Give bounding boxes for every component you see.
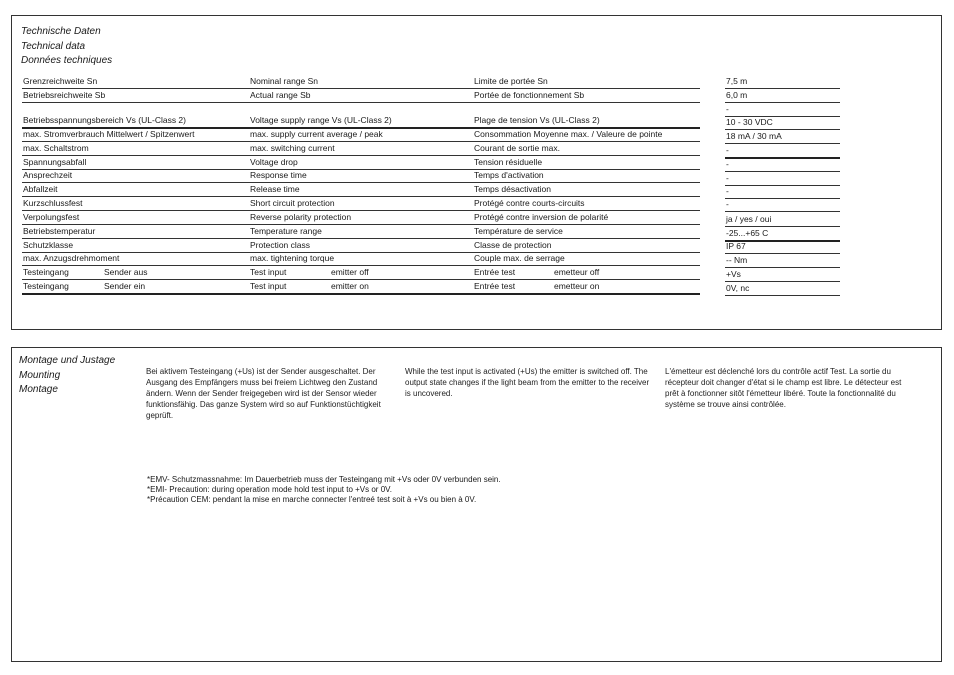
table-row: [22, 88, 702, 102]
value-cell: -: [726, 173, 729, 183]
cell-en-state: emitter on: [331, 281, 369, 291]
value-divider: [725, 129, 840, 130]
value-divider: [725, 171, 840, 172]
value-divider: [725, 185, 840, 186]
cell-en: Short circuit protection: [250, 198, 335, 208]
cell-en: Nominal range Sn: [250, 76, 319, 86]
cell-fr: Tension résiduelle: [474, 157, 543, 167]
value-cell: ja / yes / oui: [726, 214, 772, 224]
cell-fr: Entrée test: [474, 267, 516, 277]
cell-en: max. switching current: [250, 143, 335, 153]
cell-de: Grenzreichweite Sn: [23, 76, 98, 86]
cell-de: Ansprechzeit: [23, 170, 73, 180]
value-cell: 10 - 30 VDC: [726, 117, 773, 127]
cell-fr: Temps d'activation: [474, 170, 544, 180]
table-row: [22, 168, 702, 182]
header-en: Technical data: [21, 40, 86, 52]
emc-note-fr: *Précaution CEM: pendant la mise en marche connecter l'entreé test soit à +Vs ou bien à 0V.: [147, 495, 477, 504]
cell-fr: Courant de sortie max.: [474, 143, 560, 153]
table-row: [22, 155, 702, 169]
value-divider: [725, 267, 840, 268]
table-row: [22, 265, 702, 279]
value-cell: 18 mA / 30 mA: [726, 131, 782, 141]
cell-en: Actual range Sb: [250, 90, 311, 100]
value-cell: -: [726, 145, 729, 155]
emc-note-en: *EMI- Precaution: during operation mode hold test input to +Vs or 0V.: [147, 485, 392, 494]
value-cell: IP 67: [726, 241, 746, 251]
cell-en: Protection class: [250, 240, 310, 250]
value-divider: [725, 157, 840, 159]
cell-fr: Consommation Moyenne max. / Valeure de pointe: [474, 129, 663, 139]
cell-fr: Plage de tension Vs (UL-Class 2): [474, 115, 600, 125]
cell-de: Betriebsspannungsbereich Vs (UL-Class 2): [23, 115, 186, 125]
mounting-header: [19, 354, 115, 398]
table-row: [22, 210, 702, 224]
cell-en: max. supply current average / peak: [250, 129, 383, 139]
header-fr: Données techniques: [21, 55, 113, 66]
value-cell: -: [726, 104, 729, 114]
cell-en: Voltage supply range Vs (UL-Class 2): [250, 115, 392, 125]
value-cell: -25...+65 C: [726, 228, 769, 238]
cell-fr: Limite de portée Sn: [474, 76, 548, 86]
cell-en: Test input: [250, 281, 287, 291]
value-divider: [725, 102, 840, 103]
value-divider: [725, 226, 840, 227]
value-cell: 7,5 m: [726, 76, 748, 86]
cell-en: Release time: [250, 184, 300, 194]
value-cell: -: [726, 186, 729, 196]
cell-de: Betriebsreichweite Sb: [23, 90, 106, 100]
value-cell: -: [726, 159, 729, 169]
mounting-text-de: Bei aktivem Testeingang (+Us) ist der Sender ausgeschaltet. Der Ausgang des Empfängers muss bei freiem Lichtweg den Zustand ändern. Wenn der Sender freigegeben wird ist der Sensor wieder funktionsfähig. Das ganze System wird so auf Funktionstüchtigkeit geprüft.: [146, 367, 381, 420]
value-cell: 0V, nc: [726, 283, 750, 293]
value-cell: -- Nm: [726, 255, 748, 265]
table-row: [22, 224, 702, 238]
cell-fr: Temps désactivation: [474, 184, 552, 194]
value-divider: [725, 211, 840, 212]
cell-en: Temperature range: [250, 226, 322, 236]
value-divider: [725, 88, 840, 89]
cell-fr: Entrée test: [474, 281, 516, 291]
cell-de-state: Sender aus: [104, 267, 148, 277]
header-de: Technische Daten: [21, 26, 101, 37]
value-cell: 6,0 m: [726, 90, 748, 100]
mounting-text-fr: L'émetteur est déclenché lors du contrôle actif Test. La sortie du récepteur doit changer d'état si le champ est libre. Le détecteur est prêt à fonctionner sitôt l'émetteur libéré. Toute la fonctionnalité du système se trouve ainsi contrôlée.: [665, 367, 902, 409]
cell-en: Test input: [250, 267, 287, 277]
value-divider: [725, 281, 840, 282]
mounting-header-de: Montage und Justage: [19, 355, 116, 366]
cell-en: Response time: [250, 170, 307, 180]
cell-fr-state: emetteur off: [554, 267, 600, 277]
emc-note-de: *EMV- Schutzmassnahme: Im Dauerbetrieb muss der Testeingang mit +Vs oder 0V verbunden sein.: [147, 475, 501, 484]
mounting-header-en: Mounting: [19, 369, 61, 381]
table-row: [22, 196, 702, 210]
cell-de: Testeingang: [23, 267, 69, 277]
cell-fr: Protégé contre courts-circuits: [474, 198, 585, 208]
cell-de: Spannungsabfall: [23, 157, 87, 167]
row-divider: [22, 293, 700, 295]
value-cell: -: [726, 199, 729, 209]
cell-en: max. tightening torque: [250, 253, 335, 263]
table-row: [22, 182, 702, 196]
table-row: [22, 113, 702, 127]
cell-de: Schutzklasse: [23, 240, 74, 250]
cell-fr-state: emetteur on: [554, 281, 600, 291]
table-row: [22, 127, 702, 141]
value-divider: [725, 295, 840, 296]
table-row: [22, 251, 702, 265]
cell-de: Betriebstemperatur: [23, 226, 96, 236]
value-divider: [725, 253, 840, 254]
cell-fr: Couple max. de serrage: [474, 253, 565, 263]
cell-de: max. Anzugsdrehmoment: [23, 253, 120, 263]
cell-fr: Classe de protection: [474, 240, 552, 250]
cell-de: Kurzschlussfest: [23, 198, 83, 208]
table-row: [22, 279, 702, 293]
cell-de: max. Stromverbrauch Mittelwert / Spitzenwert: [23, 129, 195, 139]
value-cell: +Vs: [726, 269, 741, 279]
table-row: [22, 238, 702, 252]
cell-de: Abfallzeit: [23, 184, 58, 194]
cell-de: Testeingang: [23, 281, 69, 291]
cell-de: Verpolungsfest: [23, 212, 80, 222]
emc-note: [147, 475, 501, 505]
mounting-header-fr: Montage: [19, 384, 58, 395]
cell-fr: Portée de fonctionnement Sb: [474, 90, 585, 100]
cell-de-state: Sender ein: [104, 281, 146, 291]
value-divider: [725, 143, 840, 144]
cell-en: Voltage drop: [250, 157, 298, 167]
cell-en-state: emitter off: [331, 267, 369, 277]
table-row: [22, 74, 702, 88]
cell-fr: Protégé contre inversion de polarité: [474, 212, 609, 222]
mounting-text-en: While the test input is activated (+Us) the emitter is switched off. The output state changes if the light beam from the emitter to the receiver is uncovered.: [405, 367, 650, 398]
cell-de: max. Schaltstrom: [23, 143, 89, 153]
cell-fr: Température de service: [474, 226, 563, 236]
table-row: [22, 141, 702, 155]
value-divider: [725, 198, 840, 199]
cell-en: Reverse polarity protection: [250, 212, 352, 222]
technical-data-header: [21, 25, 112, 69]
